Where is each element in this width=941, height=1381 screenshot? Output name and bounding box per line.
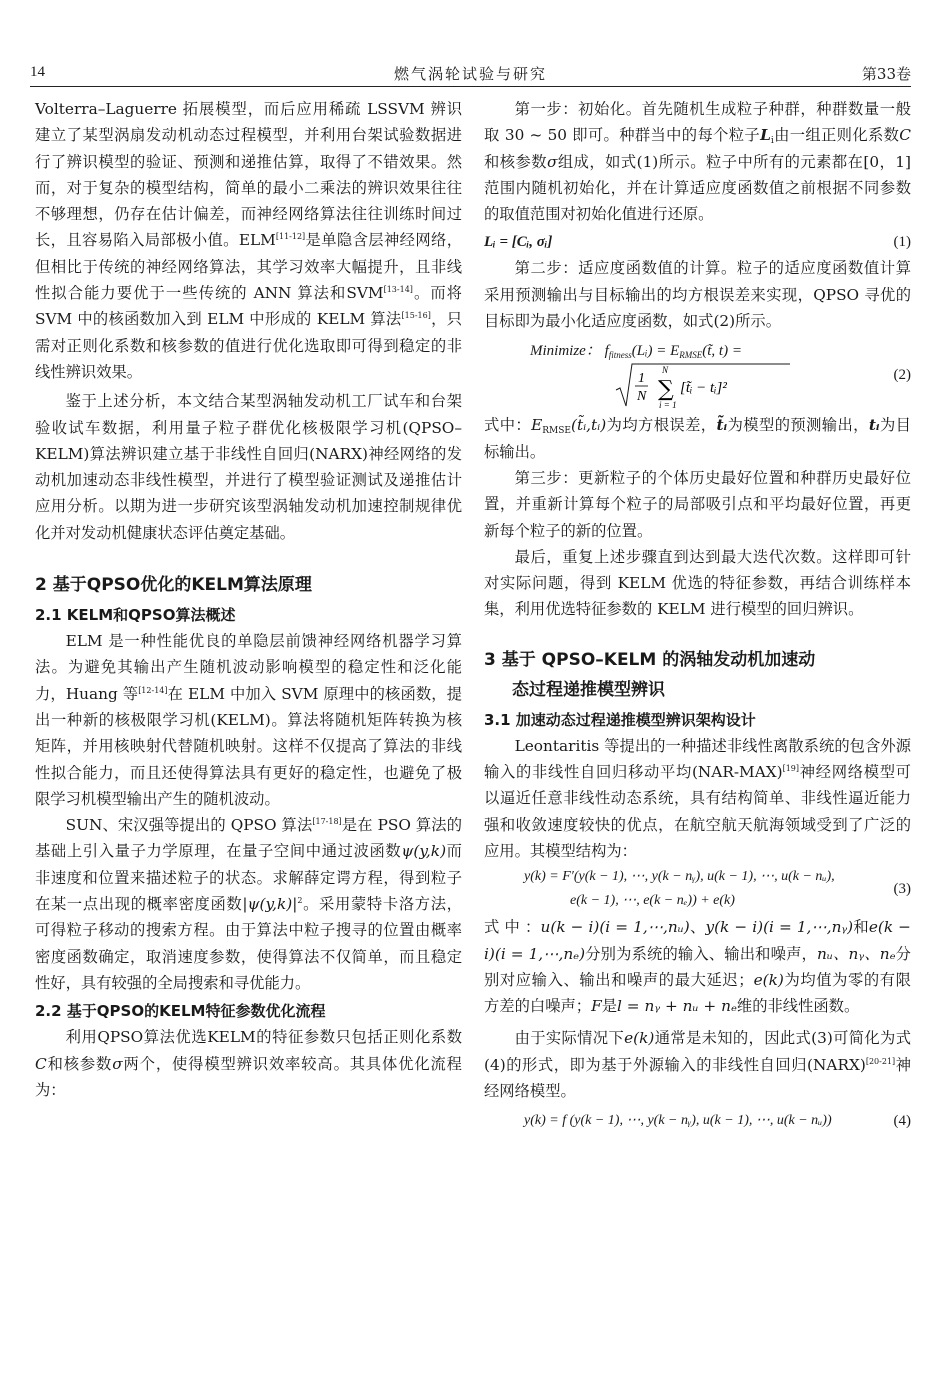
- citation: [11-12]: [275, 232, 306, 242]
- paragraph: Leontaritis 等提出的一种描述非线性离散系统的包含外源输入的非线性自回归移动平均(NAR-MAX)[19]神经网络模型可以逼近任意非线性动态系统，具有结构简单、非线性逼近能力强和收敛速度较快的优点，在航空航天航海领域受到了广泛的应用。其模型结构为：: [484, 736, 911, 860]
- sum-term: [t̃ᵢ − tᵢ]²: [680, 380, 727, 397]
- equation-3: y(k) = F′(y(k − 1), ⋯, y(k − nᵧ), u(k − 1), ⋯, u(k − nᵤ), e(k − 1), ⋯, e(k − nₑ)) + e(k) (3): [524, 869, 911, 909]
- paragraph: 最后，重复上述步骤直到达到最大迭代次数。这样即可针对实际问题，得到 KELM 优选的特征参数，再结合训练样本集，利用优选特征参数的 KELM 进行模型的回归辨识。: [484, 547, 911, 619]
- fraction-numerator: 1: [638, 371, 645, 387]
- section-heading: 3 基于 QPSO–KELM 的涡轴发动机加速动 态过程递推模型辨识: [484, 649, 816, 700]
- paragraph: 第三步：更新粒子的个体历史最好位置和种群历史最好位置，并重新计算每个粒子的局部吸引点和平均最好位置，再更新每个粒子的新的位置。: [484, 468, 911, 540]
- paragraph: 利用QPSO算法优选KELM的特征参数只包括正则化系数C和核参数σ两个，使得模型辨识效率较高。其具体优化流程为：: [35, 1028, 462, 1099]
- citation: [12-14]: [138, 685, 168, 695]
- equation-number: (4): [893, 1113, 911, 1130]
- paragraph: ELM 是一种性能优良的单隐层前馈神经网络机器学习算法。为避免其输出产生随机波动影响模型的稳定性和泛化能力，Huang 等[12-14]在 ELM 中加入 SVM 原理中的核函数，提出一种新的核极限学习机(KELM)。算法将随机矩阵转换为核矩阵，并用核映射代替随机映射。这样不仅提高了算法的非线性拟合能力，而且还使得算法具有更好的稳定性，也避免了极限学习机模型输出产生的随机波动。: [35, 632, 462, 808]
- sum-upper: N: [662, 365, 669, 376]
- volume-label: 第33卷: [861, 65, 911, 83]
- journal-title: 燃气涡轮试验与研究: [393, 65, 547, 83]
- equation-2: Minimize： $f_{fitness}(Lᵢ)$ = $E_{RMSE}(t̃$, t) = 1 N ∑ N i = 1 [t̃ᵢ − tᵢ]² (2): [530, 343, 911, 411]
- citation: [15-16]: [401, 311, 431, 321]
- sqrt-expression: [614, 360, 794, 410]
- citation: [13-14]: [383, 285, 413, 295]
- paragraph: SUN、宋汉强等提出的 QPSO 算法[17-18]是在 PSO 算法的基础上引入量子力学原理，在量子空间中通过波函数ψ(y,k)而非速度和位置来描述粒子的状态。求解薛定谔方程，得到粒子在某一点出现的概率密度函数$|\psi(y,k)|^2$。采用蒙特卡洛方法，可得粒子移动的搜索方程。由于算法中粒子搜寻的位置由概率密度函数确定，取消速度参数，使得算法不仅简单，而且稳定性好，具有较强的全局搜索和寻优能力。: [35, 816, 462, 992]
- paragraph: 式中：$E_{RMSE}(t̃ᵢ,tᵢ)$为均方根误差，t̃ᵢ为模型的预测输出，tᵢ为目标输出。: [484, 416, 911, 461]
- subsection-heading: 3.1 加速动态过程递推模型辨识架构设计: [484, 710, 756, 729]
- paragraph: 由于实际情况下e(k)通常是未知的，因此式(3)可简化为式(4)的形式，即为基于外源输入的非线性自回归(NARX)[20-21]神经网络模型。: [484, 1029, 911, 1101]
- equation-4: y(k) = f (y(k − 1), ⋯, y(k − nᵧ), u(k − 1), ⋯, u(k − nᵤ)) (4): [484, 1108, 911, 1134]
- sum-symbol: ∑: [658, 377, 674, 403]
- sum-lower: i = 1: [659, 400, 677, 411]
- right-column: [484, 96, 911, 1134]
- subsection-heading: 2.2 基于QPSO的KELM特征参数优化流程: [35, 1002, 326, 1021]
- running-header: [30, 62, 911, 87]
- paragraph: 第二步：适应度函数值的计算。粒子的适应度函数值计算采用预测输出与目标输出的均方根误差来实现，QPSO 寻优的目标即为最小化适应度函数，如式(2)所示。: [484, 259, 911, 331]
- paragraph: Volterra–Laguerre 拓展模型，而后应用稀疏 LSSVM 辨识建立了某型涡扇发动机动态过程模型，并利用台架试验数据进行了辨识模型的验证、预测和递推估算，取得了不错效果。然而，对于复杂的模型结构，简单的最小二乘法的辨识效果往往不够理想，仍存在估计偏差，而神经网络算法往往训练时间过长，且容易陷入局部极小值。ELM[11-12]是单隐含层神经网络，但相比于传统的神经网络算法，其学习效率大幅提升，且非线性拟合能力要优于一些传统的 ANN 算法和SVM[13-14]。而将 SVM 中的核函数加入到 ELM 中形成的 KELM 算法[15-16]，只需对正则化系数和核参数的值进行优化选取即可得到稳定的非线性辨识效果。: [35, 100, 462, 381]
- paragraph: 式 中 ：u(k − i)(i = 1,⋯,nᵤ)、y(k − i)(i = 1,⋯,nᵧ)和e(k − i)(i = 1,⋯,nₑ)分别为系统的输入、输出和噪声，nᵤ、nᵧ、nₑ分别对应输入、输出和噪声的最大延迟；e(k)为均值为零的有限方差的白噪声；F是l = nᵧ + nᵤ + nₑ维的非线性函数。: [484, 918, 911, 1016]
- page-number: 14: [30, 64, 45, 80]
- equation-number: (1): [893, 234, 911, 251]
- left-column: [35, 96, 462, 1103]
- citation: [17-18]: [312, 817, 342, 827]
- equation-1: Lᵢ = [Cᵢ, σᵢ] (1): [484, 229, 911, 255]
- fraction-denominator: N: [637, 389, 647, 405]
- paragraph: 第一步：初始化。首先随机生成粒子种群，种群数量一般取 30 ~ 50 即可。种群当中的每个粒子$L_i$由一组正则化系数C和核参数σ组成，如式(1)所示。粒子中所有的元素都在[0，1]范围内随机初始化，并在计算适应度函数值之前根据不同参数的取值范围对初始化值进行还原。: [484, 100, 911, 224]
- equation-number: (2): [893, 367, 911, 384]
- subsection-heading: 2.1 KELM和QPSO算法概述: [35, 606, 236, 625]
- citation: [20-21]: [865, 1056, 896, 1066]
- equation-number: (3): [893, 881, 911, 898]
- citation: [19]: [782, 764, 800, 774]
- section-heading: 2 基于QPSO优化的KELM算法原理: [35, 575, 312, 596]
- paragraph: 鉴于上述分析，本文结合某型涡轴发动机工厂试车和台架验收试车数据，利用量子粒子群优化核极限学习机(QPSO–KELM)算法辨识建立基于非线性自回归(NARX)神经网络的发动机加速动态非线性模型，并进行了模型验证测试及递推估计应用分析。以期为进一步研究该型涡轴发动机加速控制规律优化并对发动机健康状态评估奠定基础。: [35, 392, 462, 542]
